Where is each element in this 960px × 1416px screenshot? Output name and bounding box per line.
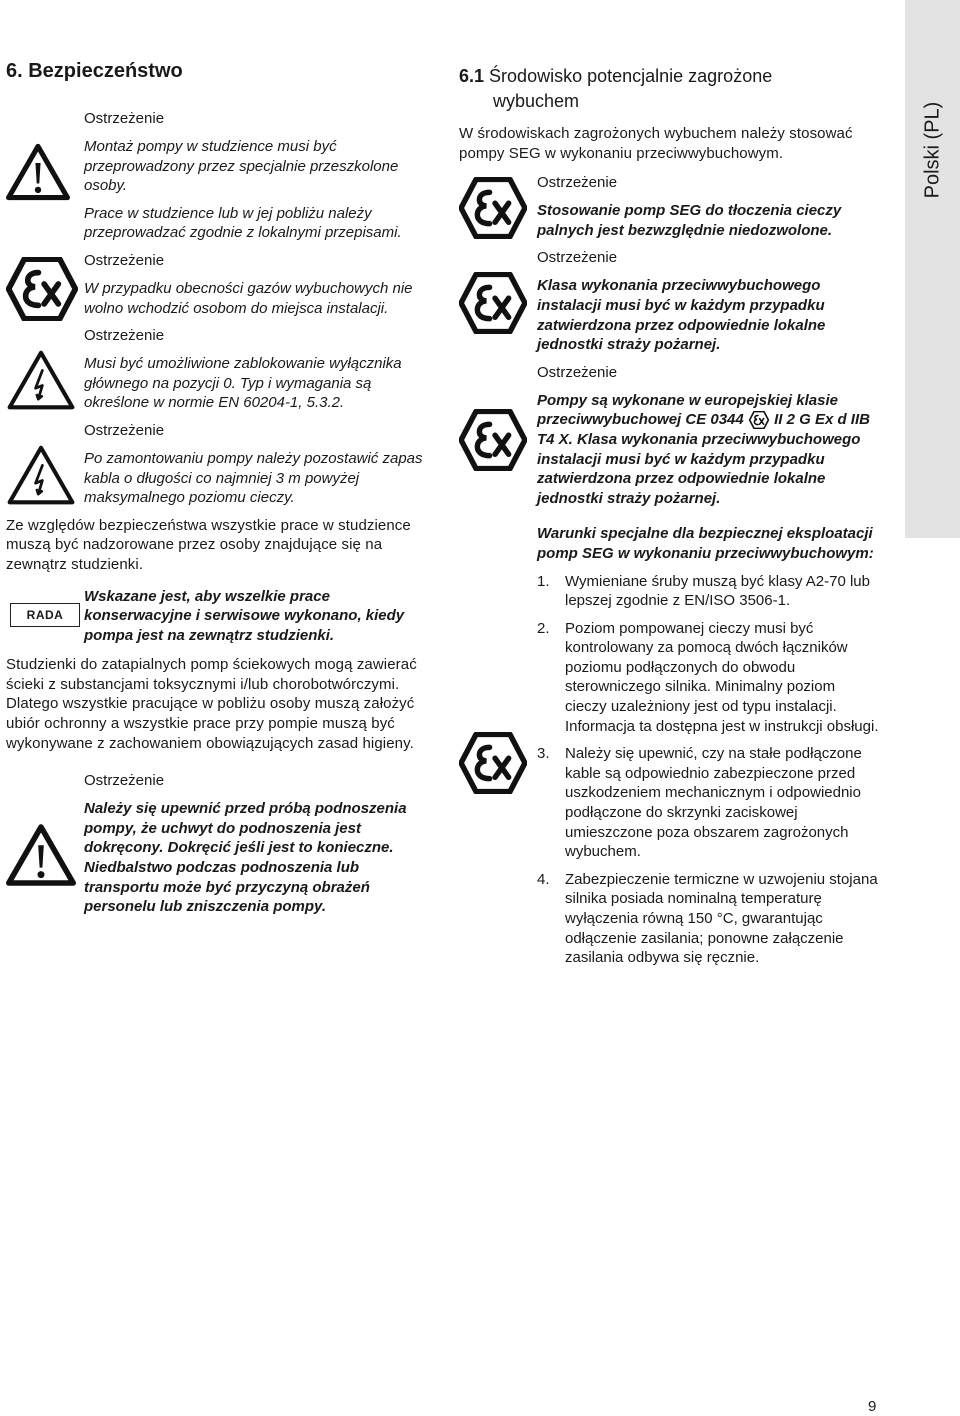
warning-label: Ostrzeżenie	[84, 421, 165, 439]
warning-text: Musi być umożliwione zablokowanie wyłącznika głównego na pozycji 0. Typ i wymagania są określone w normie EN 60204-1, 5.3.2.	[84, 355, 402, 412]
ex-icon	[459, 409, 527, 471]
warning-label: Ostrzeżenie	[537, 174, 618, 192]
list-item	[537, 619, 879, 737]
hygiene-paragraph: Studzienki do zatapialnych pomp ściekowych mogą zawierać ścieki z substancjami toksycznymi i/lub chorobotwórczymi. Dlatego wszystkie pracujące w pobliżu osoby muszą założyć ubiór ochronny a wszystkie prace przy pompie muszą być wykonywane z zachowaniem obowiązujących zasad higieny.	[6, 656, 417, 752]
list-item-number: 3.	[537, 745, 550, 763]
subsection-title-line1: Środowisko potencjalnie zagrożone	[489, 66, 773, 86]
language-tab-label: Polski (PL)	[921, 101, 943, 199]
ex-icon	[459, 272, 527, 334]
warning-flammable	[459, 173, 879, 240]
language-tab	[905, 0, 960, 538]
warning-icon	[6, 143, 70, 201]
warning-label: Ostrzeżenie	[84, 110, 165, 127]
list-item	[537, 744, 879, 862]
warning-label: Ostrzeżenie	[537, 363, 618, 381]
list-item	[537, 870, 879, 968]
ex-mark-icon	[748, 411, 770, 429]
warning-label: Ostrzeżenie	[84, 251, 165, 269]
warning-label: Ostrzeżenie	[537, 249, 618, 267]
warning-icon	[6, 823, 76, 887]
list-item-number: 4.	[537, 870, 550, 888]
rada-note	[6, 587, 424, 646]
warning-text: W przypadku obecności gazów wybuchowych nie wolno wchodzić osobom do miejsca instalacji.	[84, 279, 413, 317]
warning-label: Ostrzeżenie	[84, 327, 165, 345]
special-conditions-heading: Warunki specjalne dla bezpiecznej eksploatacji pomp SEG w wykonaniu przeciwwybuchowym:	[537, 525, 874, 562]
subsection-title-line2: wybuchem	[493, 91, 580, 111]
warning-text: Klasa wykonania przeciwwybuchowego instalacji musi być w każdym przypadku zatwierdzona przez odpowiednie lokalne jednostki straży pożarnej.	[537, 277, 826, 354]
list-item	[537, 572, 879, 611]
warning-text: Montaż pompy w studzience musi być przeprowadzony przez specjalnie przeszkolone osoby.	[84, 138, 399, 195]
left-column	[6, 60, 424, 925]
ex-icon	[459, 732, 527, 794]
ex-icon	[6, 257, 78, 321]
list-item-text: Należy się upewnić, czy na stałe podłączone kable są odpowiednio zabezpieczone przed uszkodzeniem mechanicznym i odpowiednio podłączone do skrzynki zaciskowej umieszczone poza obszarem zagrożonych wybuchem.	[565, 745, 862, 861]
warning-main-switch	[6, 326, 424, 413]
list-item-text: Poziom pompowanej cieczy musi być kontrolowany za pomocą dwóch łączników poziomu podłączonych do obwodu sterowniczego silnika. Minimalny poziom cieczy uzależniony jest od typu instalacji. Informacja ta dostępna jest w instrukcji obsługi.	[565, 619, 879, 735]
intro-paragraph: W środowiskach zagrożonych wybuchem należy stosować pompy SEG w wykonaniu przeciwwybuchowym.	[459, 125, 853, 162]
list-item-number: 2.	[537, 619, 550, 637]
ex-icon	[459, 177, 527, 239]
warning-text: Stosowanie pomp SEG do tłoczenia cieczy palnych jest bezwzględnie niedozwolone.	[537, 202, 842, 239]
warning-cable	[6, 421, 424, 508]
subsection-title	[459, 64, 879, 114]
list-item-number: 1.	[537, 572, 550, 590]
warning-lifting	[6, 771, 424, 917]
subsection-number: 6.1	[459, 66, 485, 86]
warning-label: Ostrzeżenie	[84, 772, 165, 790]
rada-badge: RADA	[10, 603, 80, 627]
special-conditions	[459, 572, 879, 968]
warning-text: Prace w studzience lub w jej pobliżu należy przeprowadzać zgodnie z lokalnymi przepisami.	[84, 204, 402, 242]
warning-text: II 2 G Ex d IIB T4 X. Klasa wykonania przeciwwybuchowego instalacji musi być w każdym przypadku zatwierdzona przez odpowiednie lokalne jednostki straży pożarnej.	[537, 411, 870, 507]
right-column	[459, 64, 879, 976]
warning-installation	[6, 109, 424, 243]
warning-explosion-class	[459, 248, 879, 354]
warning-text: Należy się upewnić przed próbą podnoszenia pompy, że uchwyt do podnoszenia jest dokręcony. Dokręcić jeśli jest to konieczne. Niedbalstwo podczas podnoszenia lub transportu może być przyczyną obrażeń personelu lub zniszczenia pompy.	[84, 800, 407, 916]
warning-explosive-gas	[6, 251, 424, 318]
list-item-text: Wymieniane śruby muszą być klasy A2-70 lub lepszej zgodnie z EN/ISO 3506-1.	[565, 572, 870, 610]
warning-text: Po zamontowaniu pompy należy pozostawić zapas kabla o długości co najmniej 3 m powyżej maksymalnego poziomu cieczy.	[84, 449, 423, 507]
section-title: 6. Bezpieczeństwo	[6, 60, 183, 82]
high-voltage-icon	[6, 445, 76, 505]
supervision-paragraph: Ze względów bezpieczeństwa wszystkie prace w studzience muszą być nadzorowane przez osoby znajdujące się na zewnątrz studzienki.	[6, 516, 411, 573]
warning-text: Pompy są wykonane w europejskiej klasie przeciwwybuchowej CE 0344	[537, 391, 838, 429]
rada-text: Wskazane jest, aby wszelkie prace konserwacyjne i serwisowe wykonano, kiedy pompa jest na zewnątrz studzienki.	[84, 587, 405, 644]
page-number: 9	[868, 1398, 877, 1415]
list-item-text: Zabezpieczenie termiczne w uzwojeniu stojana silnika posiada nominalną temperaturę wyłączenia równą 150 °C, gwarantując odłączenie zasilania; ponowne załączenie zasilania odbywa się ręcznie.	[565, 870, 878, 967]
warning-ce-class	[459, 363, 879, 509]
high-voltage-icon	[6, 350, 76, 410]
